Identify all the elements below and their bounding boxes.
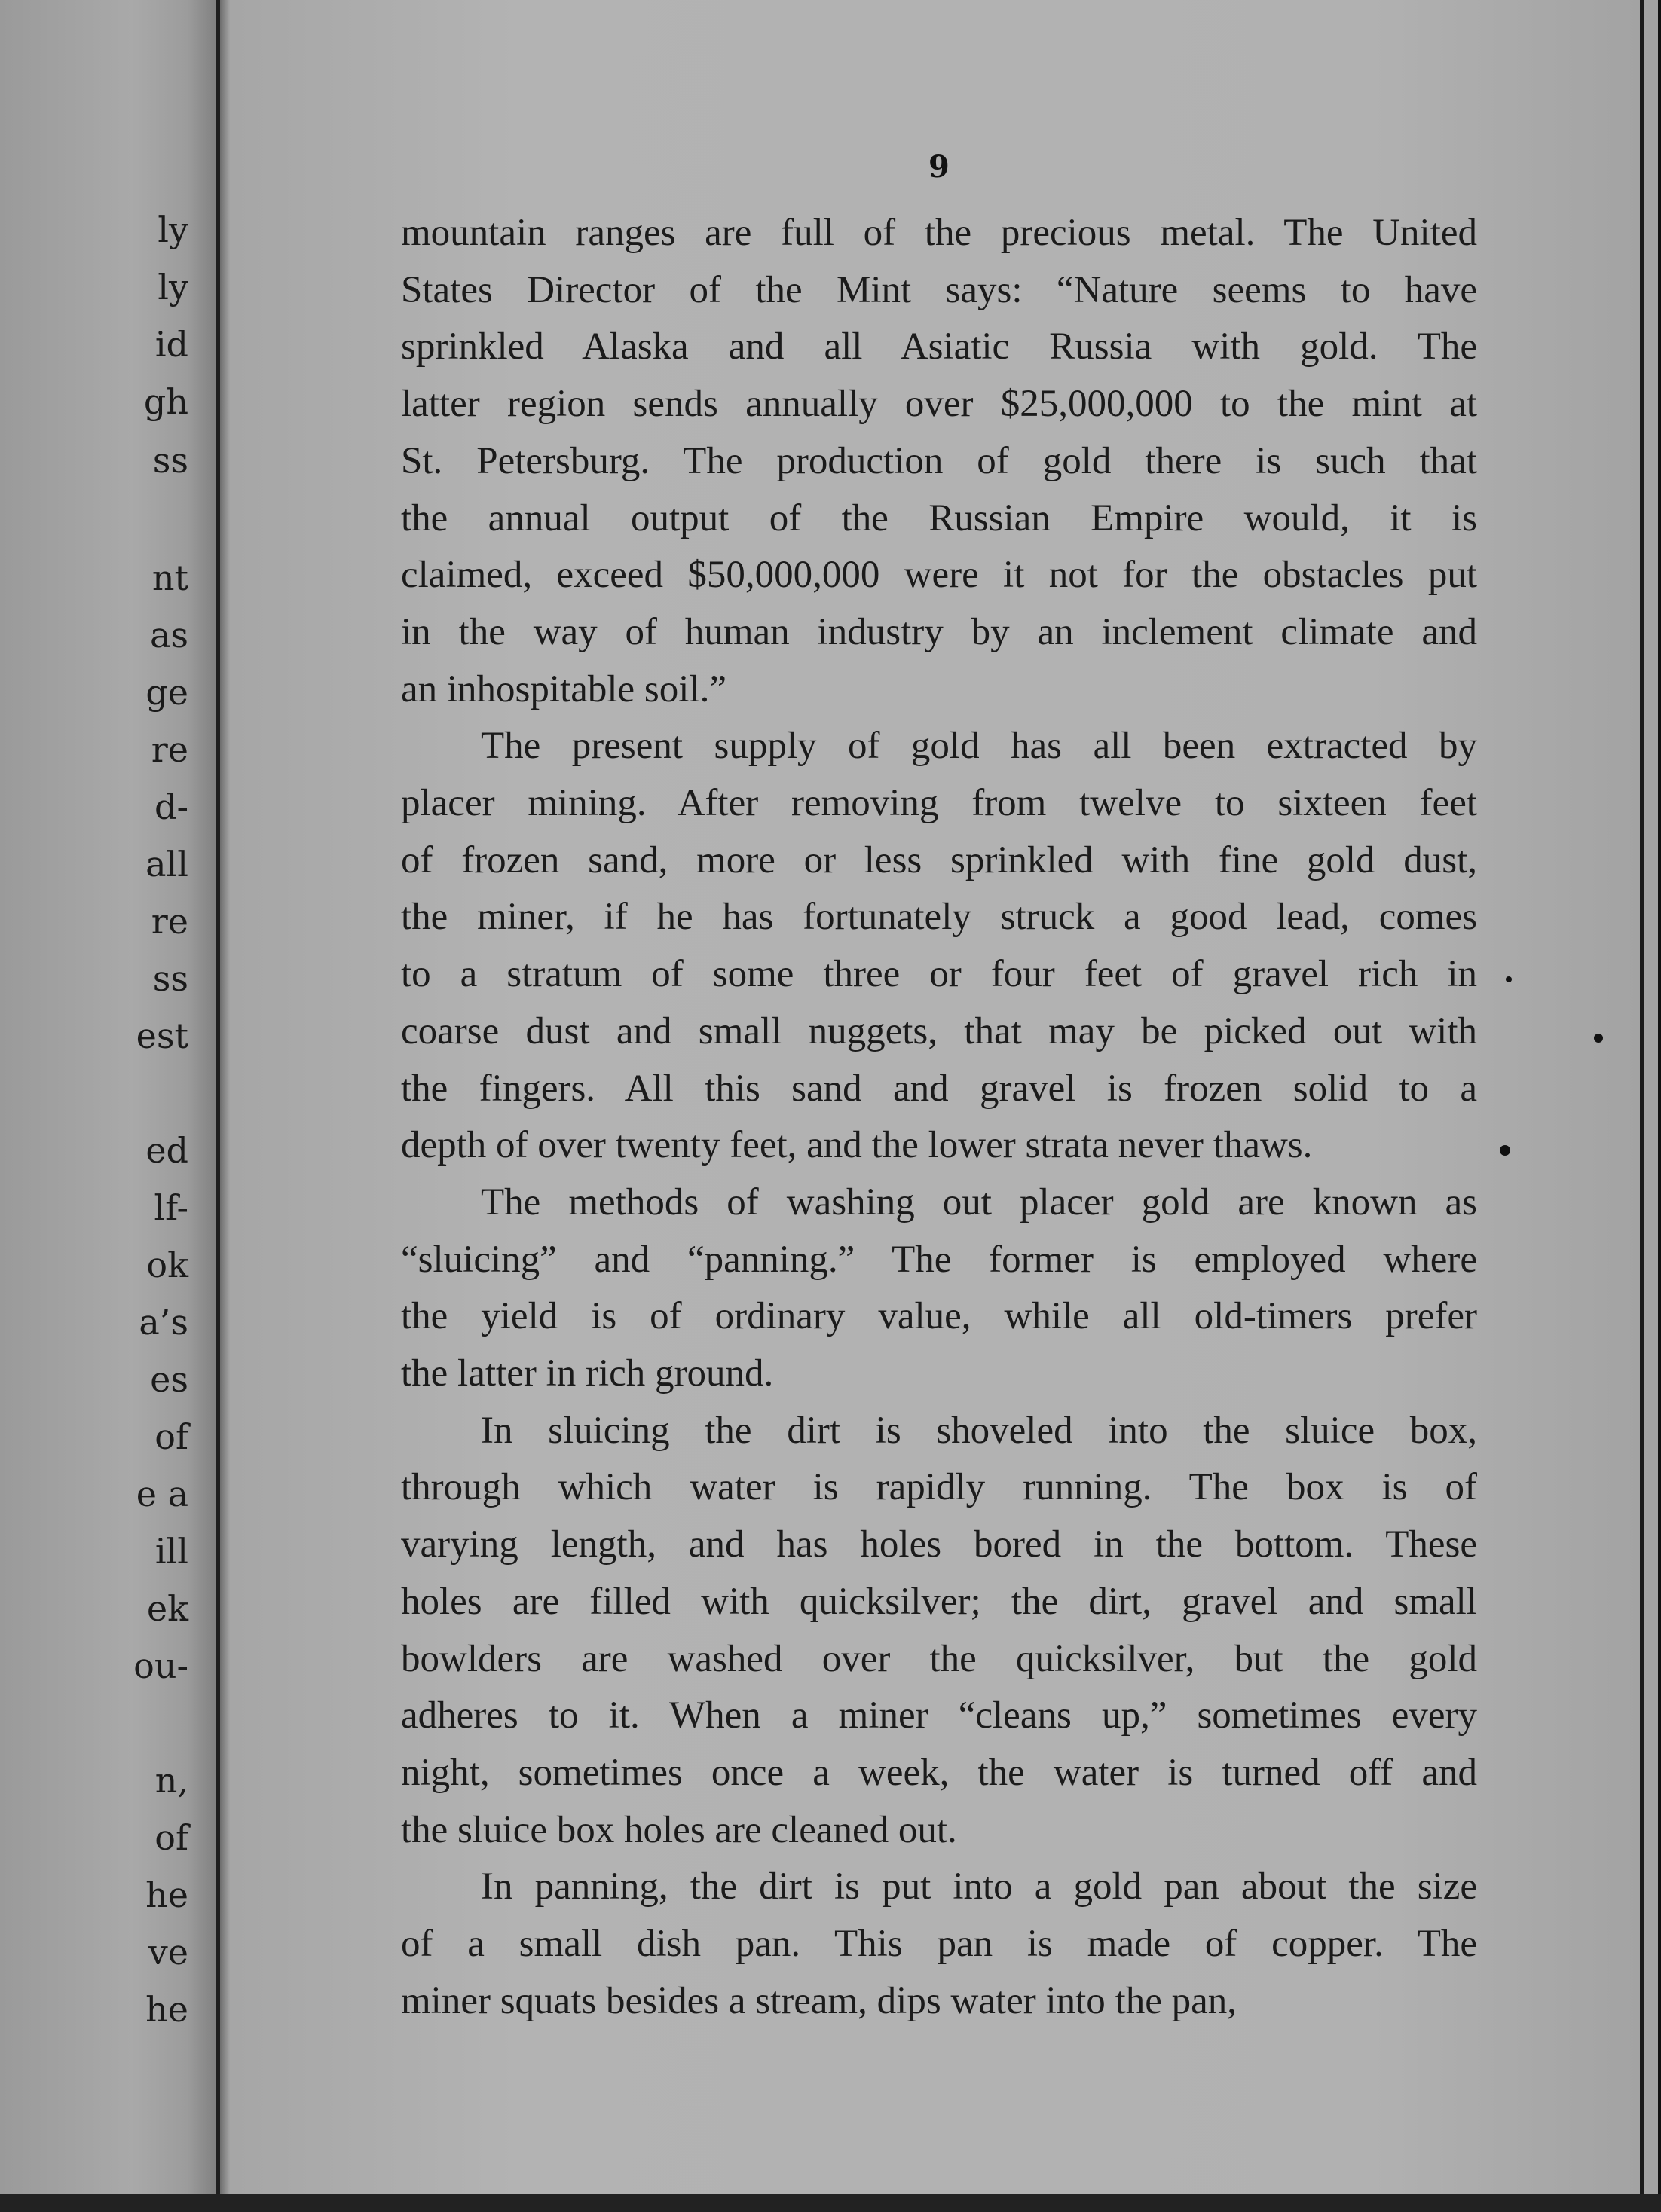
text-line: the sluice box holes are cleaned out.	[401, 1808, 957, 1851]
right-page-edge	[1640, 0, 1644, 2212]
left-page-fragment: he	[145, 1874, 188, 1915]
text-line: States Director of the Mint says: “Nature seems to have	[401, 268, 1477, 311]
text-line: the yield is of ordinary value, while all old-timers prefer	[401, 1295, 1477, 1338]
left-page-fragment: ve	[148, 1932, 188, 1972]
scan-speck	[1594, 1034, 1603, 1043]
text-line: St. Petersburg. The production of gold there is such that	[401, 439, 1477, 482]
left-page-fragment: ek	[146, 1588, 188, 1629]
paragraph	[401, 1403, 1477, 1859]
text-line: The methods of washing out placer gold are known as	[481, 1181, 1477, 1224]
text-line: adheres to it. When a miner “cleans up,” sometimes every	[401, 1694, 1477, 1737]
left-page-fragment: ge	[145, 672, 188, 713]
left-page-fragment: all	[145, 844, 188, 884]
text-line: holes are filled with quicksilver; the dirt, gravel and small	[401, 1580, 1477, 1623]
page-number: 9	[928, 149, 950, 185]
left-page-fragment: of	[154, 1817, 188, 1858]
page-body-text	[401, 205, 1477, 2030]
left-page-fragment: id	[154, 324, 188, 365]
text-line: the fingers. All this sand and gravel is frozen solid to a	[401, 1067, 1477, 1110]
text-line: placer mining. After removing from twelve to sixteen feet	[401, 782, 1477, 825]
scan-speck	[1500, 1145, 1510, 1156]
left-page-fragment: ss	[152, 958, 188, 999]
left-page-fragment: gh	[143, 381, 188, 422]
left-page-fragment: d-	[154, 787, 188, 827]
text-line: sprinkled Alaska and all Asiatic Russia with gold. The	[401, 325, 1477, 368]
left-page-edge	[0, 0, 220, 2212]
text-line: The present supply of gold has all been extracted by	[481, 725, 1477, 768]
text-line: of frozen sand, more or less sprinkled with fine gold dust,	[401, 839, 1477, 881]
left-page-fragment: n,	[154, 1760, 188, 1801]
left-page-fragment: he	[145, 1989, 188, 2030]
text-line: the latter in rich ground.	[401, 1352, 774, 1395]
paragraph	[401, 205, 1477, 718]
left-page-fragment: nt	[151, 558, 188, 598]
text-line: the annual output of the Russian Empire would, it is	[401, 496, 1477, 539]
left-page-fragment: ss	[152, 440, 188, 481]
text-line: depth of over twenty feet, and the lower strata never thaws.	[401, 1124, 1313, 1167]
text-line: coarse dust and small nuggets, that may be picked out with	[401, 1010, 1477, 1053]
left-page-fragment: re	[151, 729, 188, 770]
text-line: “sluicing” and “panning.” The former is employed where	[401, 1238, 1477, 1281]
left-page-fragment: est	[136, 1016, 188, 1056]
text-line: latter region sends annually over $25,000,000 to the mint at	[401, 383, 1477, 426]
text-line: of a small dish pan. This pan is made of copper. The	[401, 1923, 1477, 1966]
left-page-fragment: e a	[136, 1474, 188, 1514]
text-line: bowlders are washed over the quicksilver, but the gold	[401, 1637, 1477, 1680]
text-line: claimed, exceed $50,000,000 were it not for the obstacles put	[401, 554, 1477, 597]
text-line: through which water is rapidly running. The box is of	[401, 1466, 1477, 1509]
left-page-fragment: as	[149, 615, 188, 655]
scan-speck	[1506, 976, 1512, 982]
text-line: In sluicing the dirt is shoveled into the sluice box,	[481, 1409, 1477, 1452]
left-page-fragment: ed	[145, 1130, 188, 1171]
left-page-fragment: a’s	[139, 1302, 188, 1343]
paragraph	[401, 1175, 1477, 1403]
gutter-shadow	[220, 0, 231, 2212]
left-page-text-fragments	[0, 0, 219, 2212]
paragraph	[401, 718, 1477, 1175]
left-page-fragment: ou-	[133, 1645, 188, 1686]
left-page-fragment: re	[151, 901, 188, 942]
paragraph	[401, 1859, 1477, 2030]
text-line: the miner, if he has fortunately struck a good lead, comes	[401, 896, 1477, 939]
left-page-fragment: ly	[158, 267, 188, 307]
left-page-fragment: of	[154, 1416, 188, 1457]
text-line: to a stratum of some three or four feet of gravel rich in	[401, 953, 1477, 996]
text-line: an inhospitable soil.”	[401, 668, 727, 710]
text-line: miner squats besides a stream, dips water into the pan,	[401, 1979, 1237, 2022]
left-page-fragment: es	[150, 1359, 188, 1400]
text-line: in the way of human industry by an inclement climate and	[401, 610, 1477, 653]
left-page-fragment: lf-	[154, 1187, 188, 1228]
bottom-page-edge	[0, 2194, 1661, 2212]
text-line: In panning, the dirt is put into a gold pan about the size	[481, 1865, 1477, 1908]
text-line: varying length, and has holes bored in the bottom. These	[401, 1523, 1477, 1566]
text-line: mountain ranges are full of the precious metal. The United	[401, 212, 1477, 254]
left-page-fragment: ok	[146, 1245, 188, 1285]
left-page-fragment: ill	[154, 1531, 188, 1572]
text-line: night, sometimes once a week, the water is turned off and	[401, 1751, 1477, 1794]
left-page-fragment: ly	[158, 209, 188, 250]
